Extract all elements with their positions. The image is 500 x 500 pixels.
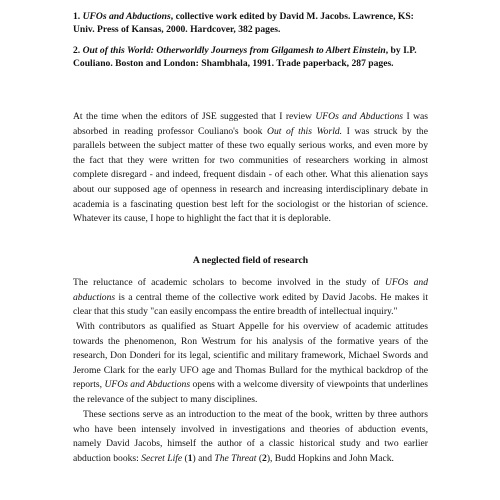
paragraph-2 bbox=[73, 320, 428, 408]
paragraph-1-text-2: is a central theme of the collective work edited by David Jacobs. He makes it clear that this study "can easily encompass the entire breadth of intellectual inquiry." bbox=[73, 291, 428, 318]
intro-paragraph bbox=[73, 110, 428, 227]
paragraph-1 bbox=[73, 276, 428, 320]
intro-text-3: I was struck by the parallels between the subject matter of these two equally serious works, and even more by the fact that they were written for two communities of researchers working in almost complete disregard - and indeed, frequent disdain - of each other. What this alienation says about our supposed age of openness in research and increasing interdisciplinary debate in academia is a fascinating question best left for the sociologist or the historian of science. Whatever its cause, I hope to highlight the fact that it is deplorable. bbox=[73, 125, 428, 225]
reference-2-details: , by I.P. Couliano. Boston and London: Shambhala, 1991. Trade paperback, 287 pages. bbox=[73, 45, 417, 69]
reference-1-details: , collective work edited by David M. Jacobs. Lawrence, KS: Univ. Press of Kansas, 2000. Hardcover, 382 pages. bbox=[73, 11, 414, 35]
paragraph-1-italic: UFOs and abductions bbox=[73, 277, 428, 303]
reference-1 bbox=[73, 11, 428, 36]
paragraph-3-text-5: ), Budd Hopkins and John Mack. bbox=[266, 452, 394, 464]
reference-2-number: 2. bbox=[73, 45, 81, 56]
paragraph-3-italic-2: The Threat bbox=[214, 452, 257, 464]
paragraph-2-text-2: opens with a welcome diversity of viewpoints that underlines the relevance of the subject to many disciplines. bbox=[73, 379, 429, 405]
reference-1-number: 1. bbox=[73, 11, 81, 22]
reference-2-title: Out of this World: Otherworldly Journeys from Gilgamesh to Albert Einstein bbox=[82, 45, 386, 56]
intro-italic-1: UFOs and Abductions bbox=[315, 111, 404, 122]
paragraph-3-text-4: ( bbox=[256, 452, 263, 464]
paragraph-3-text-2: ( bbox=[182, 452, 188, 464]
paragraph-3 bbox=[73, 408, 428, 466]
reference-2 bbox=[73, 45, 428, 70]
reference-1-title: UFOs and Abductions bbox=[82, 11, 171, 22]
intro-text-1: At the time when the editors of JSE suggested that I review bbox=[73, 111, 316, 122]
paragraph-3-bold-2: 2 bbox=[262, 452, 267, 464]
paragraph-2-text-1: With contributors as qualified as Stuart Appelle for his overview of academic attitudes towards the phenomenon, Ron Westrum for his analysis of the formative years of the research, Don Donderi for its legal, scientific and military framework, Michael Swords and Jerome Clark for the early UFO age and Thomas Bullard for the mythical backdrop of the reports, bbox=[73, 321, 428, 391]
paragraph-1-text-1: The reluctance of academic scholars to become involved in the study of bbox=[73, 277, 385, 288]
paragraph-2-italic: UFOs and Abductions bbox=[104, 379, 191, 391]
intro-italic-2: Out of this World. bbox=[267, 125, 343, 137]
paragraph-3-bold-1: 1 bbox=[187, 452, 193, 464]
paragraph-3-text-3: ) and bbox=[192, 452, 215, 464]
paragraph-3-text-1: These sections serve as an introduction to the meat of the book, written by three authors who have been intensely involved in investigations and theories of abduction events, namely David Jacobs, himself the author of a classic historical study and two earlier abduction books: bbox=[73, 409, 428, 464]
section-heading: A neglected field of research bbox=[192, 255, 309, 266]
paragraph-3-italic-1: Secret Life bbox=[141, 452, 183, 464]
intro-text-2: I was absorbed in reading professor Couliano's book bbox=[73, 111, 428, 137]
